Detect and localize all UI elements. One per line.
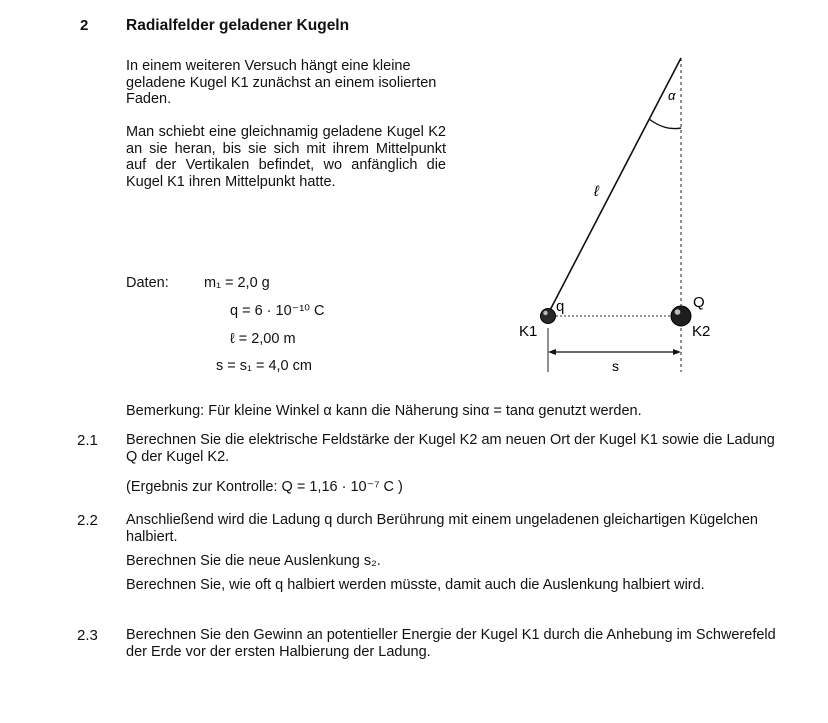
- task-2-1-text: Berechnen Sie die elektrische Feldstärke der Kugel K2 am neuen Ort der Kugel K1 sowie die Ladung Q der Kugel K2.: [126, 432, 775, 465]
- data-s: s = s₁ = 4,0 cm: [216, 358, 312, 374]
- data-label: Daten:: [126, 275, 169, 291]
- sphere-k2: [671, 306, 691, 326]
- section-number: 2: [80, 17, 89, 34]
- intro-paragraph-1: In einem weiteren Versuch hängt eine kleine geladene Kugel K1 zunächst an einem isolierten Faden.: [126, 58, 437, 107]
- task-2-1-number: 2.1: [77, 432, 98, 449]
- remark: Bemerkung: Für kleine Winkel α kann die Näherung sinα = tanα genutzt werden.: [126, 403, 642, 419]
- sphere-k1-highlight: [543, 311, 547, 315]
- s-arrow-right: [673, 349, 681, 355]
- charge-q-label: q: [556, 298, 565, 315]
- sphere-k2-highlight: [675, 309, 681, 315]
- task-2-2-question-2: Berechnen Sie, wie oft q halbiert werden müsste, damit auch die Auslenkung halbiert wird.: [126, 577, 705, 593]
- s-label: s: [612, 358, 619, 374]
- data-q: q = 6 · 10⁻¹⁰ C: [230, 303, 325, 319]
- charge-Q-label: Q: [693, 294, 705, 311]
- k2-label: K2: [692, 323, 711, 340]
- length-label: ℓ: [594, 183, 599, 200]
- s-arrow-left: [548, 349, 556, 355]
- task-2-3-text: Berechnen Sie den Gewinn an potentieller Energie der Kugel K1 durch die Anhebung im Schwerefeld der Erde vor der ersten Halbierung der Ladung.: [126, 627, 776, 660]
- task-2-1-result: (Ergebnis zur Kontrolle: Q = 1,16 · 10⁻⁷ C ): [126, 479, 403, 495]
- data-m1: m₁ = 2,0 g: [204, 275, 270, 291]
- angle-arc: [649, 119, 681, 129]
- task-2-2-number: 2.2: [77, 512, 98, 529]
- intro-paragraph-2: Man schiebt eine gleichnamig geladene Kugel K2 an sie heran, bis sie sich mit ihrem Mittelpunkt auf der Vertikalen befindet, wo anfänglich die Kugel K1 ihren Mittelpunkt hatte.: [126, 124, 446, 190]
- alpha-label: α: [668, 88, 676, 103]
- data-l: ℓ = 2,00 m: [230, 331, 296, 347]
- task-2-2-question-1: Berechnen Sie die neue Auslenkung s₂.: [126, 553, 381, 569]
- pendulum-thread: [548, 58, 681, 314]
- section-title: Radialfelder geladener Kugeln: [126, 17, 350, 34]
- task-2-3-number: 2.3: [77, 627, 98, 644]
- sphere-k1: [541, 309, 556, 324]
- k1-label: K1: [519, 323, 538, 340]
- task-2-2-text: Anschließend wird die Ladung q durch Berührung mit einem ungeladenen gleichartigen Kügelchen halbiert.: [126, 512, 758, 545]
